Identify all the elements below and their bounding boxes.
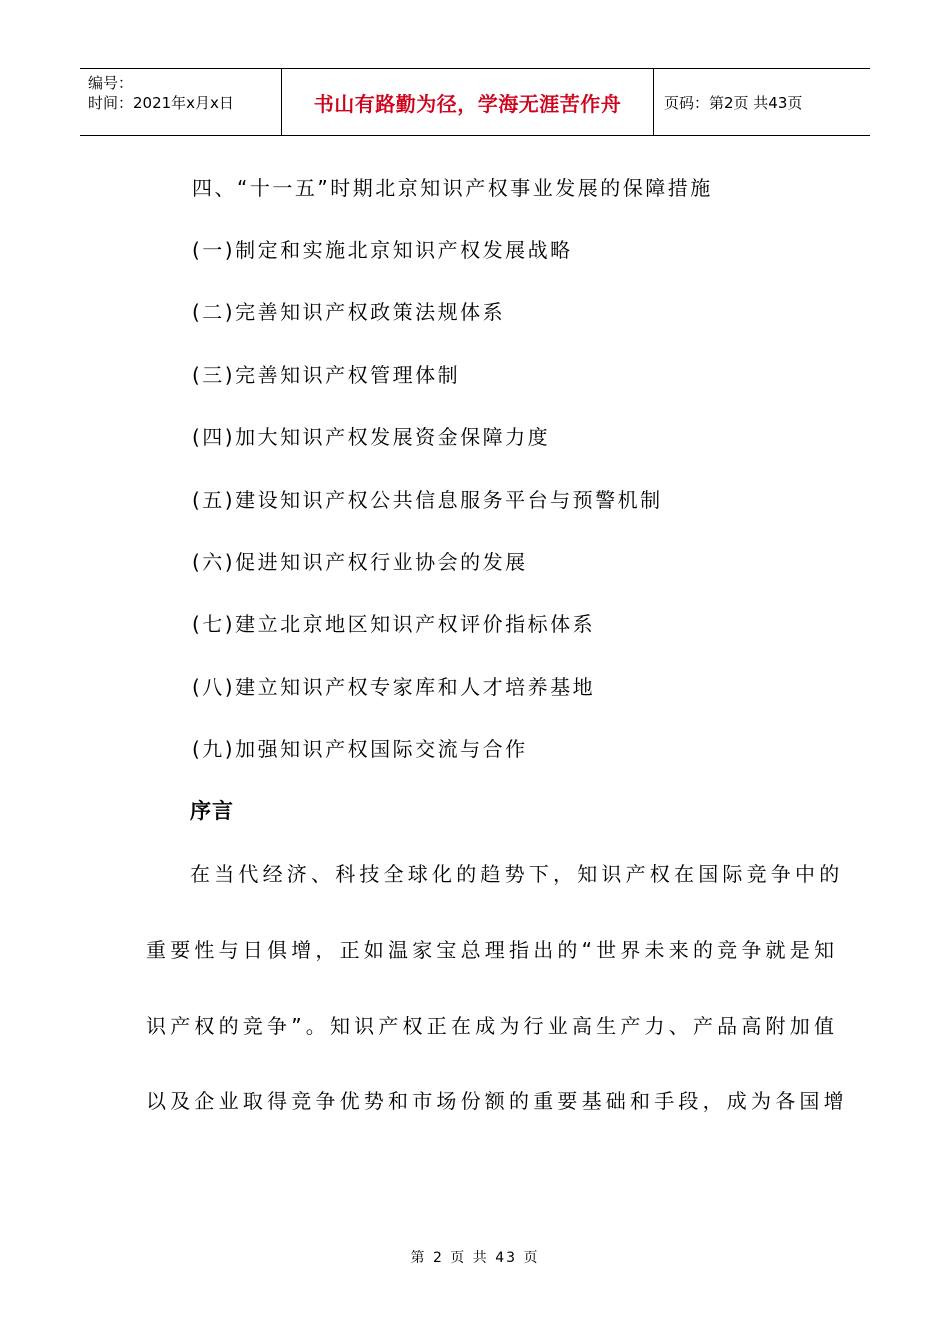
header-meta-cell (80, 69, 282, 135)
page-footer: 第 2 页 共 43 页 (410, 1250, 540, 1266)
toc-item: (三)完善知识产权管理体制 (192, 363, 461, 387)
preface-title: 序言 (190, 799, 234, 823)
preface-line: 在当代经济、科技全球化的趋势下，知识产权在国际竞争中的 (190, 862, 844, 886)
header-motto: 书山有路勤为径，学海无涯苦作舟 (282, 69, 654, 135)
header-time-label: 时间：2021年x月x日 (88, 94, 234, 112)
page-header (80, 68, 870, 136)
toc-item: (四)加大知识产权发展资金保障力度 (192, 425, 551, 449)
preface-line: 重要性与日俱增，正如温家宝总理指出的“世界未来的竞争就是知 (146, 938, 839, 962)
header-number-label: 编号： (88, 74, 134, 92)
toc-item: (六)促进知识产权行业协会的发展 (192, 550, 528, 574)
toc-item: (五)建设知识产权公共信息服务平台与预警机制 (192, 488, 663, 512)
toc-item: (七)建立北京地区知识产权评价指标体系 (192, 612, 596, 636)
toc-item: (九)加强知识产权国际交流与合作 (192, 737, 528, 761)
toc-heading: 四、“十一五”时期北京知识产权事业发展的保障措施 (192, 176, 713, 200)
toc-item: (二)完善知识产权政策法规体系 (192, 300, 506, 324)
toc-item: (八)建立知识产权专家库和人才培养基地 (192, 675, 596, 699)
preface-line: 以及企业取得竞争优势和市场份额的重要基础和手段，成为各国增 (146, 1089, 848, 1113)
header-page-info: 页码：第2页 共43页 (664, 93, 803, 112)
preface-line: 识产权的竞争”。知识产权正在成为行业高生产力、产品高附加值 (146, 1014, 839, 1038)
toc-item: (一)制定和实施北京知识产权发展战略 (192, 238, 573, 262)
